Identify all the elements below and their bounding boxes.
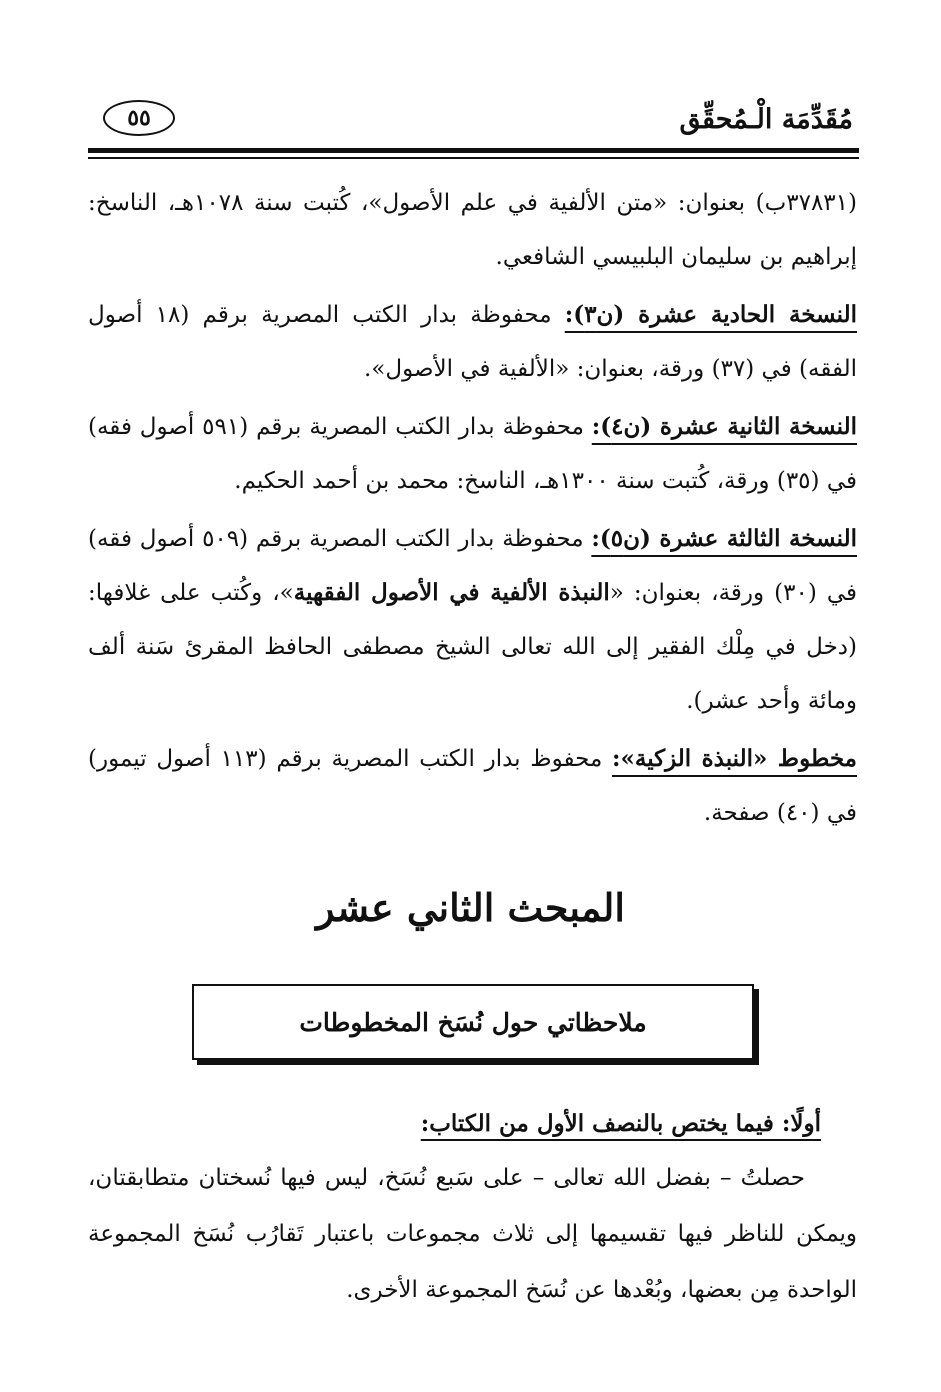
paragraph-text: محفوظ بدار الكتب المصرية برقم (١١٣ أصول تيمور) في (٤٠) صفحة. (88, 746, 857, 826)
page-number: ٥٥ (127, 105, 151, 131)
page-number-oval (103, 100, 175, 136)
manuscript-descriptions (88, 176, 857, 844)
header-rule-thin (88, 157, 859, 159)
paragraph-heading: النسخة الثانية عشرة (ن٤): (591, 413, 857, 440)
boxed-heading-text: ملاحظاتي حول نُسَخ المخطوطات (299, 1007, 647, 1037)
boxed-heading (192, 984, 754, 1060)
paragraph-text: (٣٧٨٣١ب) بعنوان: «متن الألفية في علم الأصول»، كُتبت سنة ١٠٧٨هـ، الناسخ: إبراهيم بن سليمان البلبيسي الشافعي. (88, 190, 857, 270)
paragraph-continuation (88, 176, 857, 284)
paragraph-text: »، وكُتب على غلافها: (دخل في مِلْك الفقير إلى الله تعالى الشيخ مصطفى الحافظ المقرئ سَنة ألف ومائة وأحد عشر). (88, 580, 857, 714)
paragraph-heading: مخطوط «النبذة الزكية»: (612, 745, 857, 772)
running-header-title: مُقَدِّمَة الْـمُحقِّق (679, 104, 853, 135)
book-title-bold: النبذة الألفية في الأصول الفقهية (293, 579, 610, 606)
paragraph-text: حصلتُ – بفضل الله تعالى – على سَبع نُسَخ، ليس فيها نُسختان متطابقتان، ويمكن للناظر فيها تقسيمها إلى ثلاث مجموعات باعتبار تَقارُب نُسَخ المجموعة الواحدة مِن بعضها، وبُعْدها عن نُسَخ المجموعة الأخرى. (88, 1165, 857, 1303)
paragraph-manuscript-11 (88, 288, 857, 396)
paragraph-text: محفوظة بدار الكتب المصرية برقم (١٨ أصول الفقه) في (٣٧) ورقة، بعنوان: «الألفية في الأصول». (88, 302, 857, 382)
header-rule-thick (88, 148, 859, 153)
paragraph-manuscript-nubdha (88, 732, 857, 840)
paragraph-text: محفوظة بدار الكتب المصرية برقم (٥٠٩ أصول فقه) في (٣٠) ورقة، بعنوان: « (88, 526, 858, 606)
final-section (88, 1150, 857, 1322)
section-title: المبحث الثاني عشر (316, 885, 625, 930)
paragraph-heading: النسخة الثالثة عشرة (ن٥): (591, 525, 858, 552)
paragraph-heading: النسخة الحادية عشرة (ن٣): (564, 301, 858, 328)
paragraph-text: محفوظة بدار الكتب المصرية برقم (٥٩١ أصول فقه) في (٣٥) ورقة، كُتبت سنة ١٣٠٠هـ، الناسخ: محمد بن أحمد الحكيم. (88, 414, 857, 494)
paragraph-final (88, 1150, 857, 1318)
paragraph-manuscript-13 (88, 512, 857, 728)
sub-heading: أولًا: فيما يختص بالنصف الأول من الكتاب: (420, 1110, 821, 1137)
paragraph-manuscript-12 (88, 400, 857, 508)
